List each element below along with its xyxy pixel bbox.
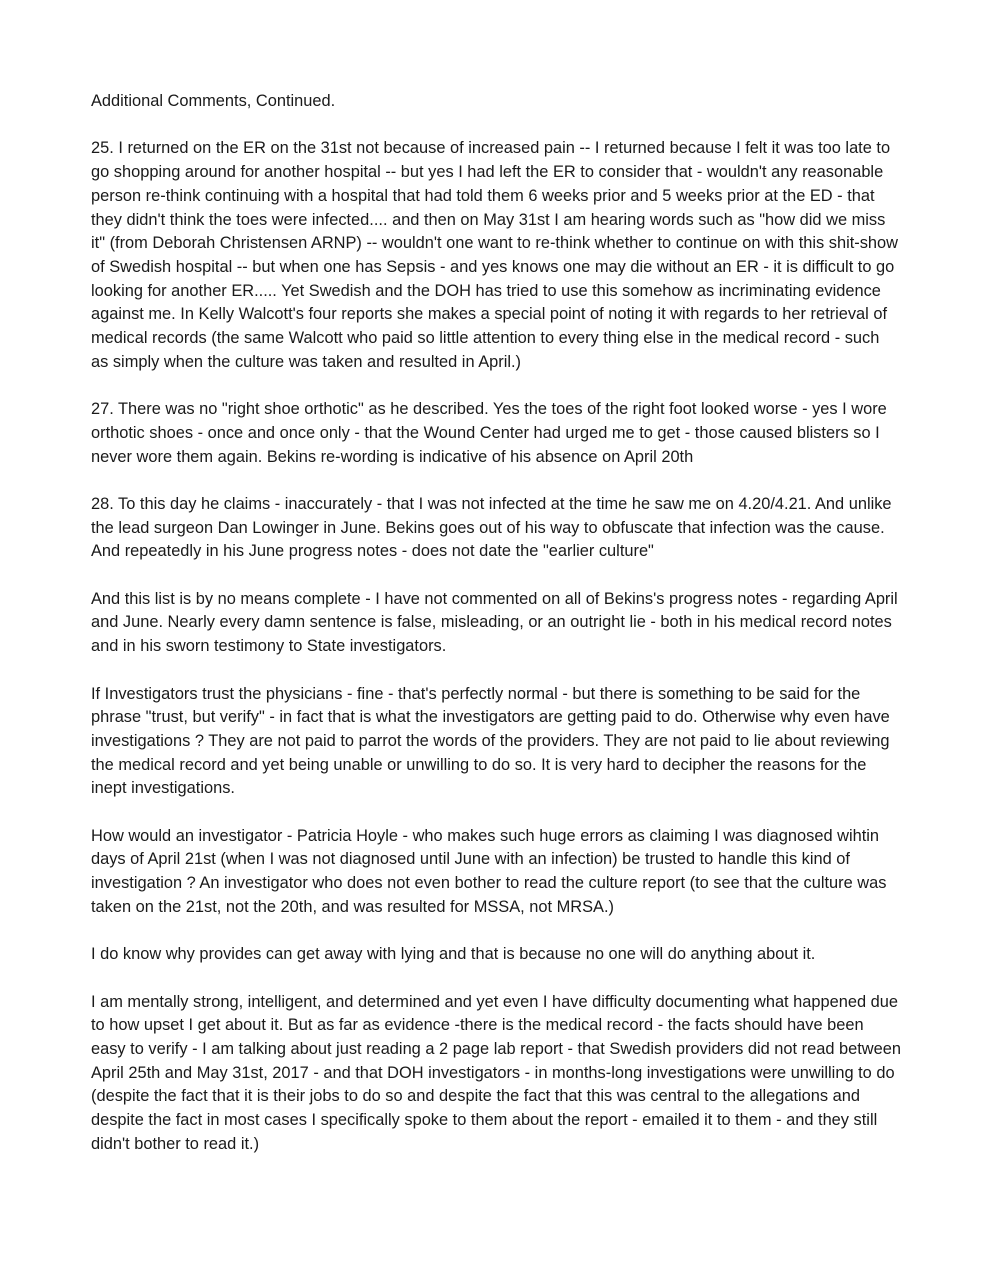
paragraph-trust-but-verify: If Investigators trust the physicians - fine - that's perfectly normal - but there is something to be said for the phrase "trust, but verify" - in fact that is what the investigators are getting paid to do. Otherwise why even have investigations ? They are not paid to parrot the words of the providers. They are not paid to lie about reviewing the medical record and yet being unable or unwilling to do so. It is very hard to decipher the reasons for the inept investigations. (91, 684, 890, 798)
document-page (91, 90, 901, 1180)
document-heading: Additional Comments, Continued. (91, 92, 336, 110)
paragraph-list-incomplete: And this list is by no means complete - I have not commented on all of Bekins's progress notes - regarding April and June. Nearly every damn sentence is false, misleading, or an outright lie - both in his medical record notes and in his sworn testimony to State investigators. (91, 589, 898, 656)
paragraph-item-27: 27. There was no "right shoe orthotic" as he described. Yes the toes of the right foot looked worse - yes I wore orthotic shoes - once and once only - that the Wound Center had urged me to get - those caused blisters so I never wore them again. Bekins re-wording is indicative of his absence on April 20th (91, 400, 887, 466)
paragraph-providers-lying: I do know why provides can get away with lying and that is because no one will do anything about it. (91, 945, 816, 964)
paragraph-evidence: I am mentally strong, intelligent, and determined and yet even I have difficulty documenting what happened due to how upset I get about it. But as far as evidence -there is the medical record - the facts should have been easy to verify - I am talking about just reading a 2 page lab report - that Swedish providers did not read between April 25th and May 31st, 2017 - and that DOH investigators - in months-long investigations were unwilling to do (despite the fact that it is their jobs to do so and despite the fact that this was central to the allegations and despite the fact in most cases I specifically spoke to them about the report - emailed it to them - and they still didn't bother to read it.) (91, 992, 901, 1153)
paragraph-item-25: 25. I returned on the ER on the 31st not because of increased pain -- I returned because I felt it was too late to go shopping around for another hospital -- but yes I had left the ER to consider that - wouldn't any reasonable person re-think continuing with a hospital that had told them 6 weeks prior and 5 weeks prior at the ED - that they didn't think the toes were infected.... and then on May 31st I am hearing words such as "how did we miss it" (from Deborah Christensen ARNP) -- wouldn't one want to re-think whether to continue on with this shit-show of Swedish hospital -- but when one has Sepsis - and yes knows one may die without an ER - it is difficult to go looking for another ER..... Yet Swedish and the DOH has tried to use this somehow as incriminating evidence against me. In Kelly Walcott's four reports she makes a special point of noting it with regards to her retrieval of medical records (the same Walcott who paid so little attention to every thing else in the medical record - such as simply when the culture was taken and resulted in April.) (91, 139, 898, 371)
paragraph-investigator-hoyle: How would an investigator - Patricia Hoyle - who makes such huge errors as claiming I was diagnosed wihtin days of April 21st (when I was not diagnosed until June with an infection) be trusted to handle this kind of investigation ? An investigator who does not even bother to read the culture report (to see that the culture was taken on the 21st, not the 20th, and was resulted for MSSA, not MRSA.) (91, 826, 887, 916)
paragraph-item-28: 28. To this day he claims - inaccurately - that I was not infected at the time he saw me on 4.20/4.21. And unlike the lead surgeon Dan Lowinger in June. Bekins goes out of his way to obfuscate that infection was the cause. And repeatedly in his June progress notes - does not date the "earlier culture" (91, 494, 892, 561)
